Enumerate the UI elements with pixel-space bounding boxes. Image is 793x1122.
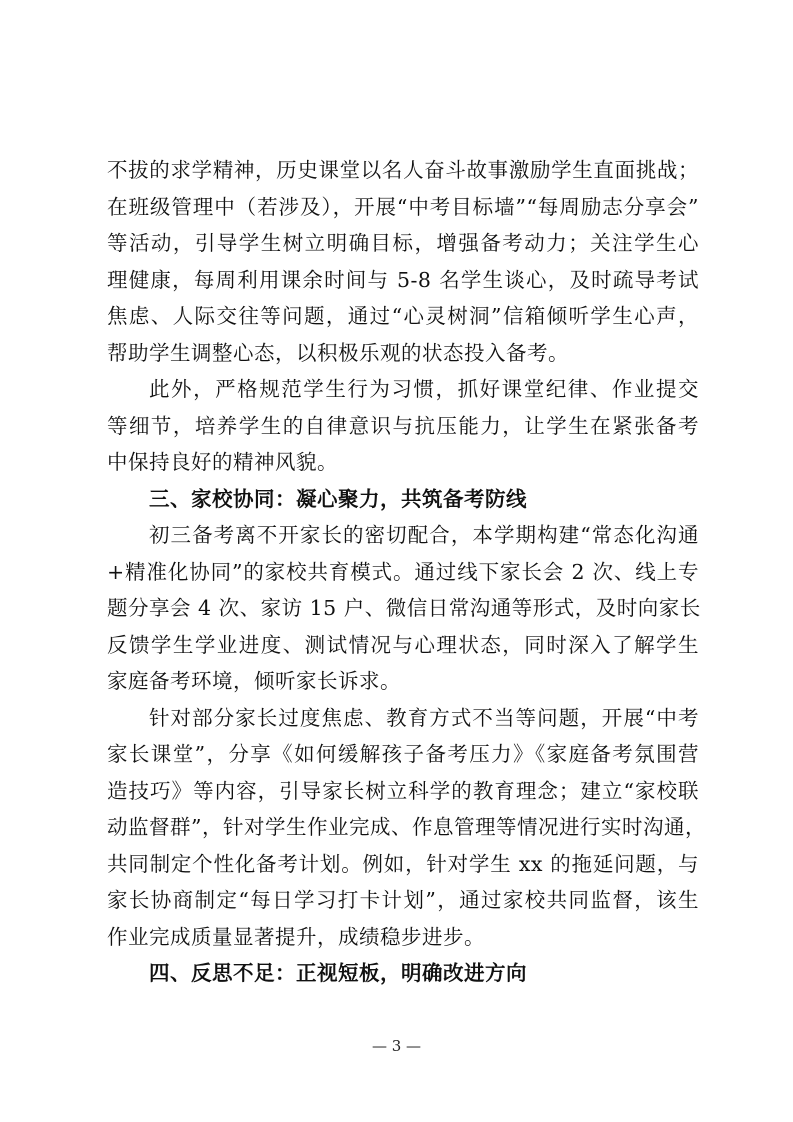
body-paragraph	[107, 517, 699, 700]
body-paragraph	[107, 371, 699, 481]
text-line: 中保持良好的精神风貌。	[107, 450, 338, 474]
body-paragraph	[107, 700, 706, 956]
text-line: 动监督群”，针对学生作业完成、作息管理等情况进行实时沟通，	[107, 815, 706, 839]
body-paragraph	[107, 152, 699, 371]
page-number: — 3 —	[371, 1037, 422, 1055]
document-body	[107, 152, 706, 992]
text-line: 家长课堂”，分享《如何缓解孩子备考压力》《家庭备考氛围营	[107, 742, 699, 766]
text-line: 帮助学生调整心态，以积极乐观的状态投入备考。	[107, 340, 569, 365]
text-line: 反馈学生学业进度、测试情况与心理状态，同时深入了解学生	[107, 632, 699, 657]
text-line: 初三备考离不开家长的密切配合，本学期构建“常态化沟通	[149, 523, 699, 547]
text-line: 此外，严格规范学生行为习惯，抓好课堂纪律、作业提交	[149, 377, 699, 401]
text-line: 在班级管理中（若涉及），开展“中考目标墙”“每周励志分享会”	[107, 194, 699, 219]
text-line: 造技巧》等内容，引导家长树立科学的教育理念；建立“家校联	[107, 778, 699, 803]
text-line: +精准化协同”的家校共育模式。通过线下家长会 2 次、线上专	[107, 559, 699, 584]
text-line: 针对部分家长过度焦虑、教育方式不当等问题，开展“中考	[149, 705, 699, 730]
text-line: 作业完成质量显著提升，成绩稳步进步。	[107, 924, 485, 949]
text-line: 等细节，培养学生的自律意识与抗压能力，让学生在紧张备考	[107, 413, 699, 438]
text-line: 不拔的求学精神，历史课堂以名人奋斗故事激励学生直面挑战；	[107, 158, 699, 182]
text-line: 题分享会 4 次、家访 15 户、微信日常沟通等形式，及时向家长	[107, 596, 701, 620]
text-line: 家长协商制定“每日学习打卡计划”，通过家校共同监督，该生	[107, 888, 699, 912]
text-line: 共同制定个性化备考计划。例如，针对学生 xx 的拖延问题，与	[107, 851, 699, 876]
section-heading: 三、家校协同：凝心聚力，共筑备考防线	[149, 486, 527, 511]
text-line: 等活动，引导学生树立明确目标，增强备考动力；关注学生心	[107, 231, 699, 255]
section-heading: 四、反思不足：正视短板，明确改进方向	[149, 961, 527, 985]
text-line: 家庭备考环境，倾听家长诉求。	[107, 669, 401, 693]
text-line: 理健康，每周利用课余时间与 5-8 名学生谈心，及时疏导考试	[107, 267, 699, 292]
text-line: 焦虑、人际交往等问题，通过“心灵树洞”信箱倾听学生心声，	[107, 304, 699, 328]
